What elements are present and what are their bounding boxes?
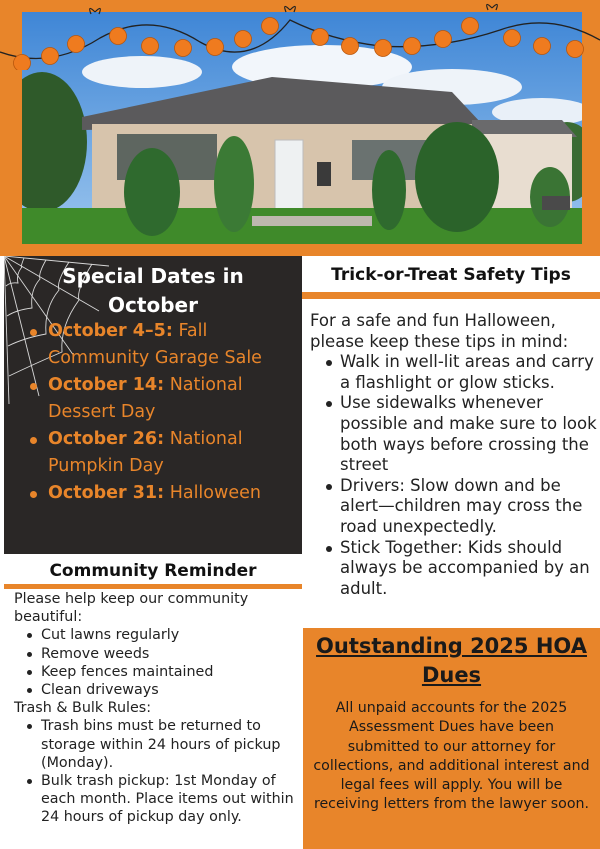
event-date: October 4–5: [48, 321, 173, 341]
trash-rules-list [22, 717, 304, 826]
event-name: National Pumpkin Day [48, 429, 243, 476]
event-date: October 26: [48, 429, 165, 449]
event-name: National Dessert Day [48, 375, 243, 422]
divider [302, 292, 600, 299]
safety-tips-title: Trick-or-Treat Safety Tips [331, 265, 571, 285]
community-reminder-body [14, 590, 304, 827]
list-item: Bulk trash pickup: 1st Monday of each month. Place items out within 24 hours of pickup day only. [22, 772, 304, 827]
list-item: Remove weeds [22, 645, 304, 663]
list-item [28, 480, 300, 507]
list-item [28, 372, 300, 426]
event-date: October 14: [48, 375, 165, 395]
hero-banner [0, 0, 600, 256]
reminder-list [22, 626, 304, 699]
event-name: Fall Community Garage Sale [48, 321, 262, 368]
hoa-dues-body: All unpaid accounts for the 2025 Assessment Dues have been submitted to our attorney for collections, and additional interest and legal fees will apply. You will be receiving letters from the lawyer soon. [313, 700, 590, 813]
event-name: Halloween [169, 483, 261, 503]
pumpkin-garland-icon [0, 0, 600, 70]
hoa-dues-title: Outstanding 2025 HOA Dues [316, 634, 587, 687]
special-dates-panel [4, 256, 302, 554]
special-dates-list [28, 318, 300, 507]
list-item [28, 426, 300, 480]
list-item: Trash bins must be returned to storage within 24 hours of pickup (Monday). [22, 717, 304, 772]
list-item: Walk in well-lit areas and carry a flashlight or glow sticks. [322, 352, 598, 393]
safety-tips-list [322, 352, 598, 599]
trash-rules-heading: Trash & Bulk Rules: [14, 700, 152, 717]
list-item: Stick Together: Kids should always be accompanied by an adult. [322, 538, 598, 600]
community-reminder-intro: Please help keep our community beautiful: [14, 591, 249, 626]
divider [4, 584, 302, 589]
special-dates-title: Special Dates in October [62, 264, 244, 317]
safety-tips-body [310, 311, 598, 599]
hoa-dues-panel [303, 628, 600, 849]
event-date: October 31: [48, 483, 165, 503]
list-item: Drivers: Slow down and be alert—children may cross the road unexpectedly. [322, 476, 598, 538]
safety-tips-intro: For a safe and fun Halloween, please keep these tips in mind: [310, 311, 569, 351]
list-item: Keep fences maintained [22, 663, 304, 681]
list-item: Cut lawns regularly [22, 626, 304, 644]
list-item: Use sidewalks whenever possible and make sure to look both ways before crossing the street [322, 393, 598, 475]
list-item [28, 318, 300, 372]
list-item: Clean driveways [22, 681, 304, 699]
community-reminder-title: Community Reminder [49, 561, 257, 581]
